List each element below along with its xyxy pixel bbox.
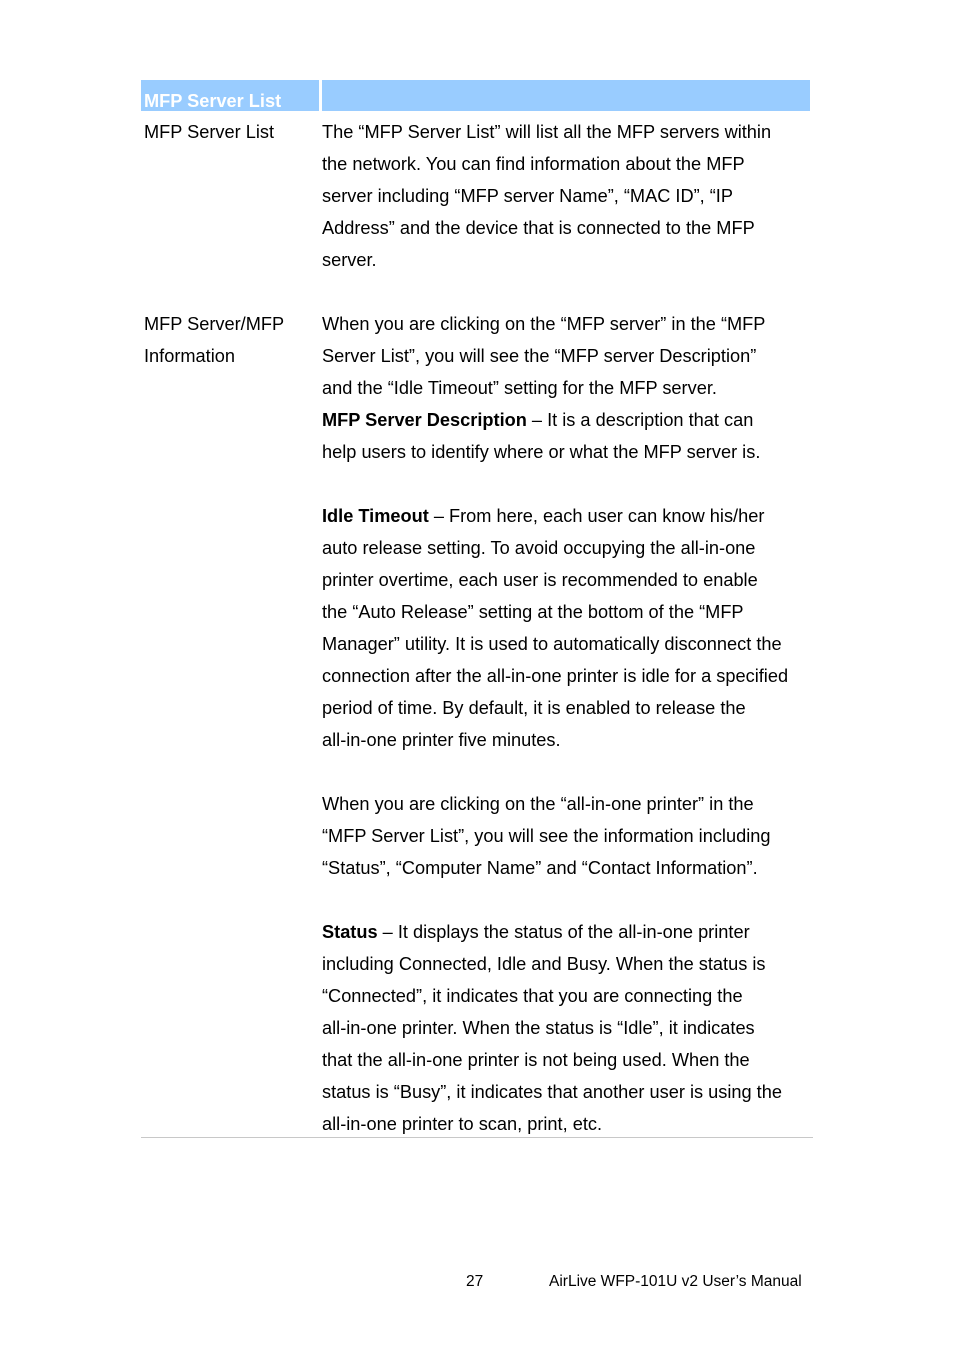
table-header-bar [141,80,812,111]
desc-line: Manager” utility. It is used to automatically disconnect the [322,634,782,654]
desc-line: “Status”, “Computer Name” and “Contact Information”. [322,858,758,878]
desc-line: status is “Busy”, it indicates that another user is using the [322,1082,782,1102]
desc-mfp-server-information [322,308,814,1140]
desc-mfp-server-list [322,116,814,276]
desc-line: The “MFP Server List” will list all the MFP servers within [322,122,772,142]
header-column-divider [319,80,322,111]
desc-line-mfp-server-description [322,404,814,436]
desc-line: Server List”, you will see the “MFP server Description” [322,346,757,366]
desc-line: When you are clicking on the “all-in-one printer” in the [322,794,754,814]
table-bottom-rule [141,1137,813,1138]
desc-line: period of time. By default, it is enabled to release the [322,698,746,718]
blank-line [322,756,814,788]
term-mfp-server-list [144,116,314,148]
desc-line: “MFP Server List”, you will see the information including [322,826,771,846]
desc-line: Address” and the device that is connected to the MFP [322,218,755,238]
desc-line-idle-timeout [322,500,814,532]
term-bold: Status [322,922,378,942]
desc-line: auto release setting. To avoid occupying the all-in-one [322,538,756,558]
term-mfp-server-information [144,308,314,372]
page-number: 27 [466,1273,484,1290]
term-line: MFP Server/MFP [144,314,285,334]
desc-line: When you are clicking on the “MFP server” in the “MFP [322,314,766,334]
desc-line: server including “MFP server Name”, “MAC ID”, “IP [322,186,733,206]
desc-text: – It is a description that can [526,410,754,430]
table-header-title: MFP Server List [144,91,282,111]
desc-line: “Connected”, it indicates that you are connecting the [322,986,743,1006]
term-bold: Idle Timeout [322,506,429,526]
header-right-edge [810,80,812,111]
desc-line: including Connected, Idle and Busy. When the status is [322,954,766,974]
blank-line [322,468,814,500]
desc-line-status [322,916,814,948]
term-line: MFP Server List [144,122,275,142]
desc-line: server. [322,250,377,270]
desc-line: all-in-one printer to scan, print, etc. [322,1114,603,1134]
term-bold: MFP Server Description [322,410,527,430]
desc-text: – From here, each user can know his/her [428,506,765,526]
term-line: Information [144,346,235,366]
manual-title: AirLive WFP-101U v2 User’s Manual [549,1273,802,1290]
desc-line: that the all-in-one printer is not being used. When the [322,1050,750,1070]
blank-line [322,884,814,916]
desc-line: all-in-one printer five minutes. [322,730,561,750]
desc-line: connection after the all-in-one printer is idle for a specified [322,666,789,686]
desc-line: and the “Idle Timeout” setting for the MFP server. [322,378,717,398]
desc-line: help users to identify where or what the MFP server is. [322,442,761,462]
desc-line: the network. You can find information about the MFP [322,154,745,174]
desc-line: the “Auto Release” setting at the bottom of the “MFP [322,602,744,622]
desc-line: all-in-one printer. When the status is “Idle”, it indicates [322,1018,755,1038]
desc-line: printer overtime, each user is recommended to enable [322,570,758,590]
desc-text: – It displays the status of the all-in-one printer [377,922,750,942]
